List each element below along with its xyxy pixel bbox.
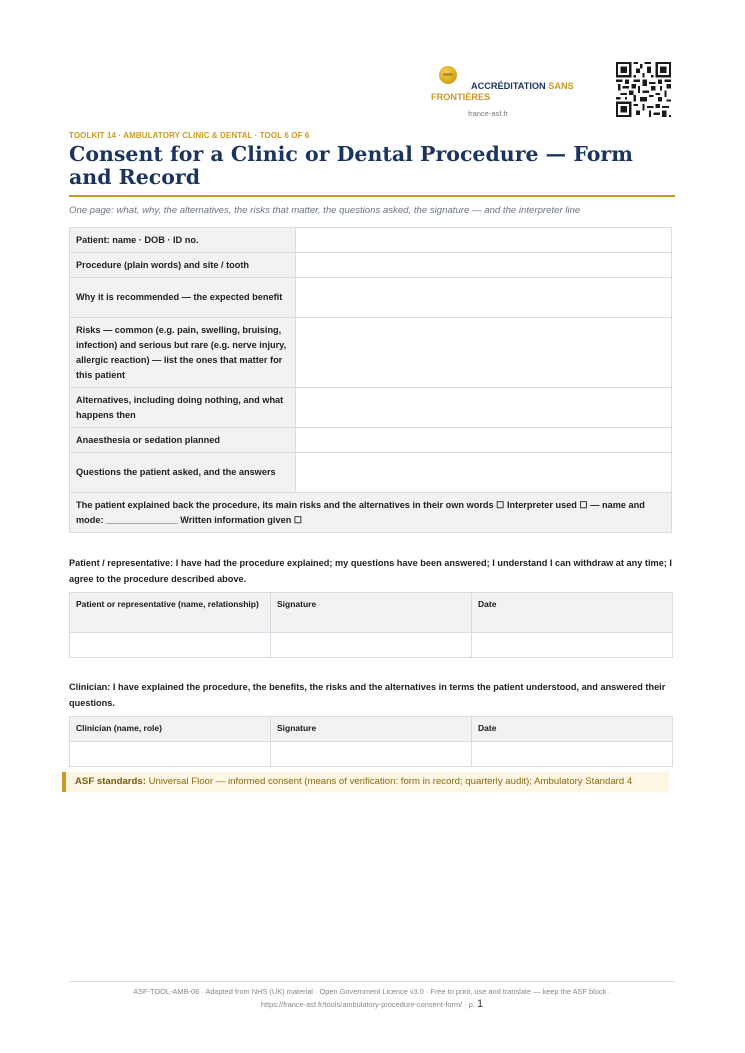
qr-code-icon — [616, 62, 671, 117]
field-row — [70, 428, 672, 453]
field-label: Risks — common (e.g. pain, swelling, bruising, infection) and serious but rare (e.g. nerve injury, allergic reaction) — list the ones that matter for this patient — [70, 318, 296, 388]
toolkit-kicker: TOOLKIT 14 · AMBULATORY CLINIC & DENTAL · TOOL 6 OF 6 — [69, 131, 310, 140]
page-footer — [69, 985, 675, 1011]
field-row — [70, 253, 672, 278]
field-value[interactable] — [296, 318, 672, 388]
patient-date-header: Date — [472, 593, 673, 633]
clinician-statement: Clinician: I have explained the procedure, the benefits, the risks and the alternatives in terms the patient understood, and answered their questions. — [69, 682, 666, 708]
clinician-signature-field[interactable] — [271, 742, 472, 767]
field-label: Anaesthesia or sedation planned — [70, 428, 296, 453]
patient-statement: Patient / representative: I have had the procedure explained; my questions have been answered; I understand I can withdraw at any time; I agree to the procedure described above. — [69, 558, 672, 584]
brand-name-part2: SANS FRONTIÈRES — [431, 81, 574, 102]
field-value[interactable] — [296, 388, 672, 428]
field-row — [70, 278, 672, 318]
patient-date-field[interactable] — [472, 633, 673, 658]
patient-signature-field[interactable] — [271, 633, 472, 658]
field-label: Questions the patient asked, and the answers — [70, 453, 296, 493]
field-row — [70, 388, 672, 428]
field-label: Procedure (plain words) and site / tooth — [70, 253, 296, 278]
clinician-name-field[interactable] — [70, 742, 271, 767]
field-label: Why it is recommended — the expected benefit — [70, 278, 296, 318]
footer-divider — [69, 981, 675, 982]
clinician-signature-header: Signature — [271, 717, 472, 742]
field-row — [70, 318, 672, 388]
field-value[interactable] — [296, 278, 672, 318]
field-row — [70, 453, 672, 493]
field-value[interactable] — [296, 428, 672, 453]
teach-back-checklist[interactable]: The patient explained back the procedure, its main risks and the alternatives in their own words ☐ Interpreter used ☐ — name and mode: ______________ Written information given ☐ — [70, 493, 672, 533]
clinician-name-header: Clinician (name, role) — [70, 717, 271, 742]
page-subtitle: One page: what, why, the alternatives, the risks that matter, the questions asked, the signature — and the interpreter line — [69, 205, 581, 216]
patient-name-header: Patient or representative (name, relationship) — [70, 593, 271, 633]
patient-signature-table — [69, 592, 673, 658]
field-label: Patient: name · DOB · ID no. — [70, 228, 296, 253]
clinician-date-header: Date — [472, 717, 673, 742]
brand-url: france-asf.fr — [468, 109, 509, 118]
field-value[interactable] — [296, 453, 672, 493]
clinician-signature-table — [69, 716, 673, 767]
brand-name-part1: ACCRÉDITATION — [471, 81, 546, 91]
standards-text: Universal Floor — informed consent (means of verification: form in record; quarterly audit); Ambulatory Standard 4 — [148, 776, 633, 787]
teach-back-row — [70, 493, 672, 533]
asf-standards-note — [62, 772, 669, 792]
field-value[interactable] — [296, 253, 672, 278]
field-label: Alternatives, including doing nothing, and what happens then — [70, 388, 296, 428]
consent-fields-table — [69, 227, 672, 533]
clinician-date-field[interactable] — [472, 742, 673, 767]
standards-label: ASF standards: — [75, 776, 146, 787]
brand-name — [431, 81, 591, 103]
field-value[interactable] — [296, 228, 672, 253]
page-title: Consent for a Clinic or Dental Procedure — Form and Record — [69, 142, 633, 189]
patient-name-field[interactable] — [70, 633, 271, 658]
field-row — [70, 228, 672, 253]
patient-signature-header: Signature — [271, 593, 472, 633]
title-divider — [69, 195, 675, 197]
footer-url[interactable]: https://france-asf.fr/tools/ambulatory-procedure-consent-form/ · p. — [260, 1000, 475, 1009]
footer-line1: ASF-TOOL-AMB-06 · Adapted from NHS (UK) material · Open Government Licence v3.0 · Free to print, use and translate — keep the ASF block · — [133, 987, 611, 996]
page-number: 1 — [476, 998, 484, 1010]
